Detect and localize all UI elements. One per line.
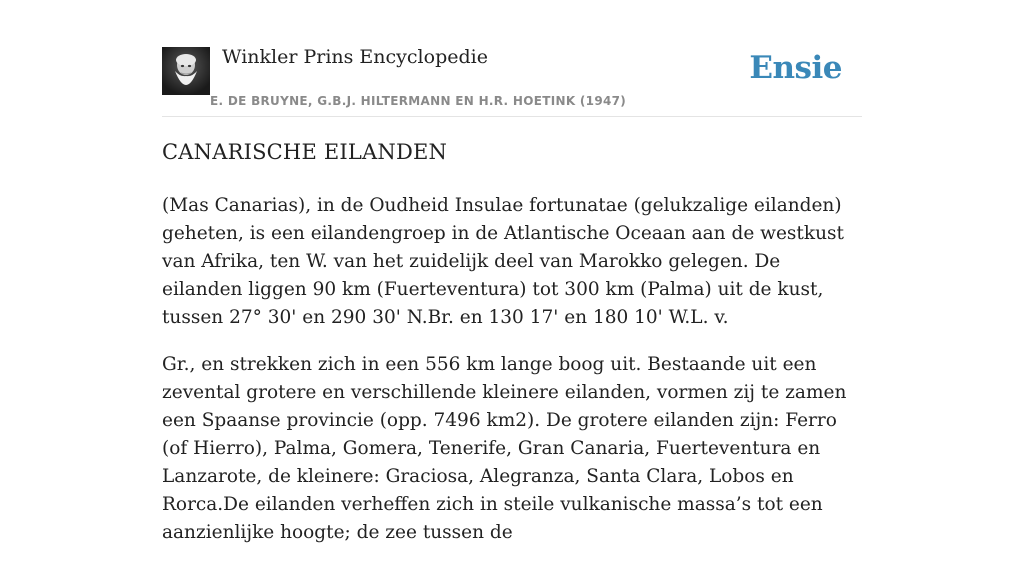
article-body	[162, 192, 862, 566]
avatar[interactable]	[162, 47, 210, 95]
brand-logo[interactable]: Ensie	[749, 50, 842, 86]
authors-line: E. DE BRUYNE, G.B.J. HILTERMANN EN H.R. HOETINK (1947)	[210, 94, 627, 108]
paragraph: (Mas Canarias), in de Oudheid Insulae fortunatae (gelukzalige eilanden) geheten, is een eilandengroep in de Atlantische Oceaan aan de westkust van Afrika, ten W. van het zuidelijk deel van Marokko gelegen. De eilanden liggen 90 km (Fuerteventura) tot 300 km (Palma) uit de kust, tussen 27° 30' en 290 30' N.Br. en 130 17' en 180 10' W.L. v.	[162, 195, 844, 328]
paragraph: Gr., en strekken zich in een 556 km lange boog uit. Bestaande uit een zevental grotere en verschillende kleinere eilanden, vormen zij te zamen een Spaanse provincie (opp. 7496 km2). De grotere eilanden zijn: Ferro (of Hierro), Palma, Gomera, Tenerife, Gran Canaria, Fuerteventura en Lanzarote, de kleinere: Graciosa, Alegranza, Santa Clara, Lobos en Rorca.De eilanden verheffen zich in steile vulkanische massa’s tot een aanzienlijke hoogte; de zee tussen de	[162, 354, 847, 543]
bearded-man-portrait-icon	[162, 47, 210, 95]
content-container	[162, 0, 862, 543]
page-header	[162, 0, 862, 117]
site-title[interactable]: Winkler Prins Encyclopedie	[222, 46, 488, 68]
article-title: CANARISCHE EILANDEN	[162, 140, 448, 164]
